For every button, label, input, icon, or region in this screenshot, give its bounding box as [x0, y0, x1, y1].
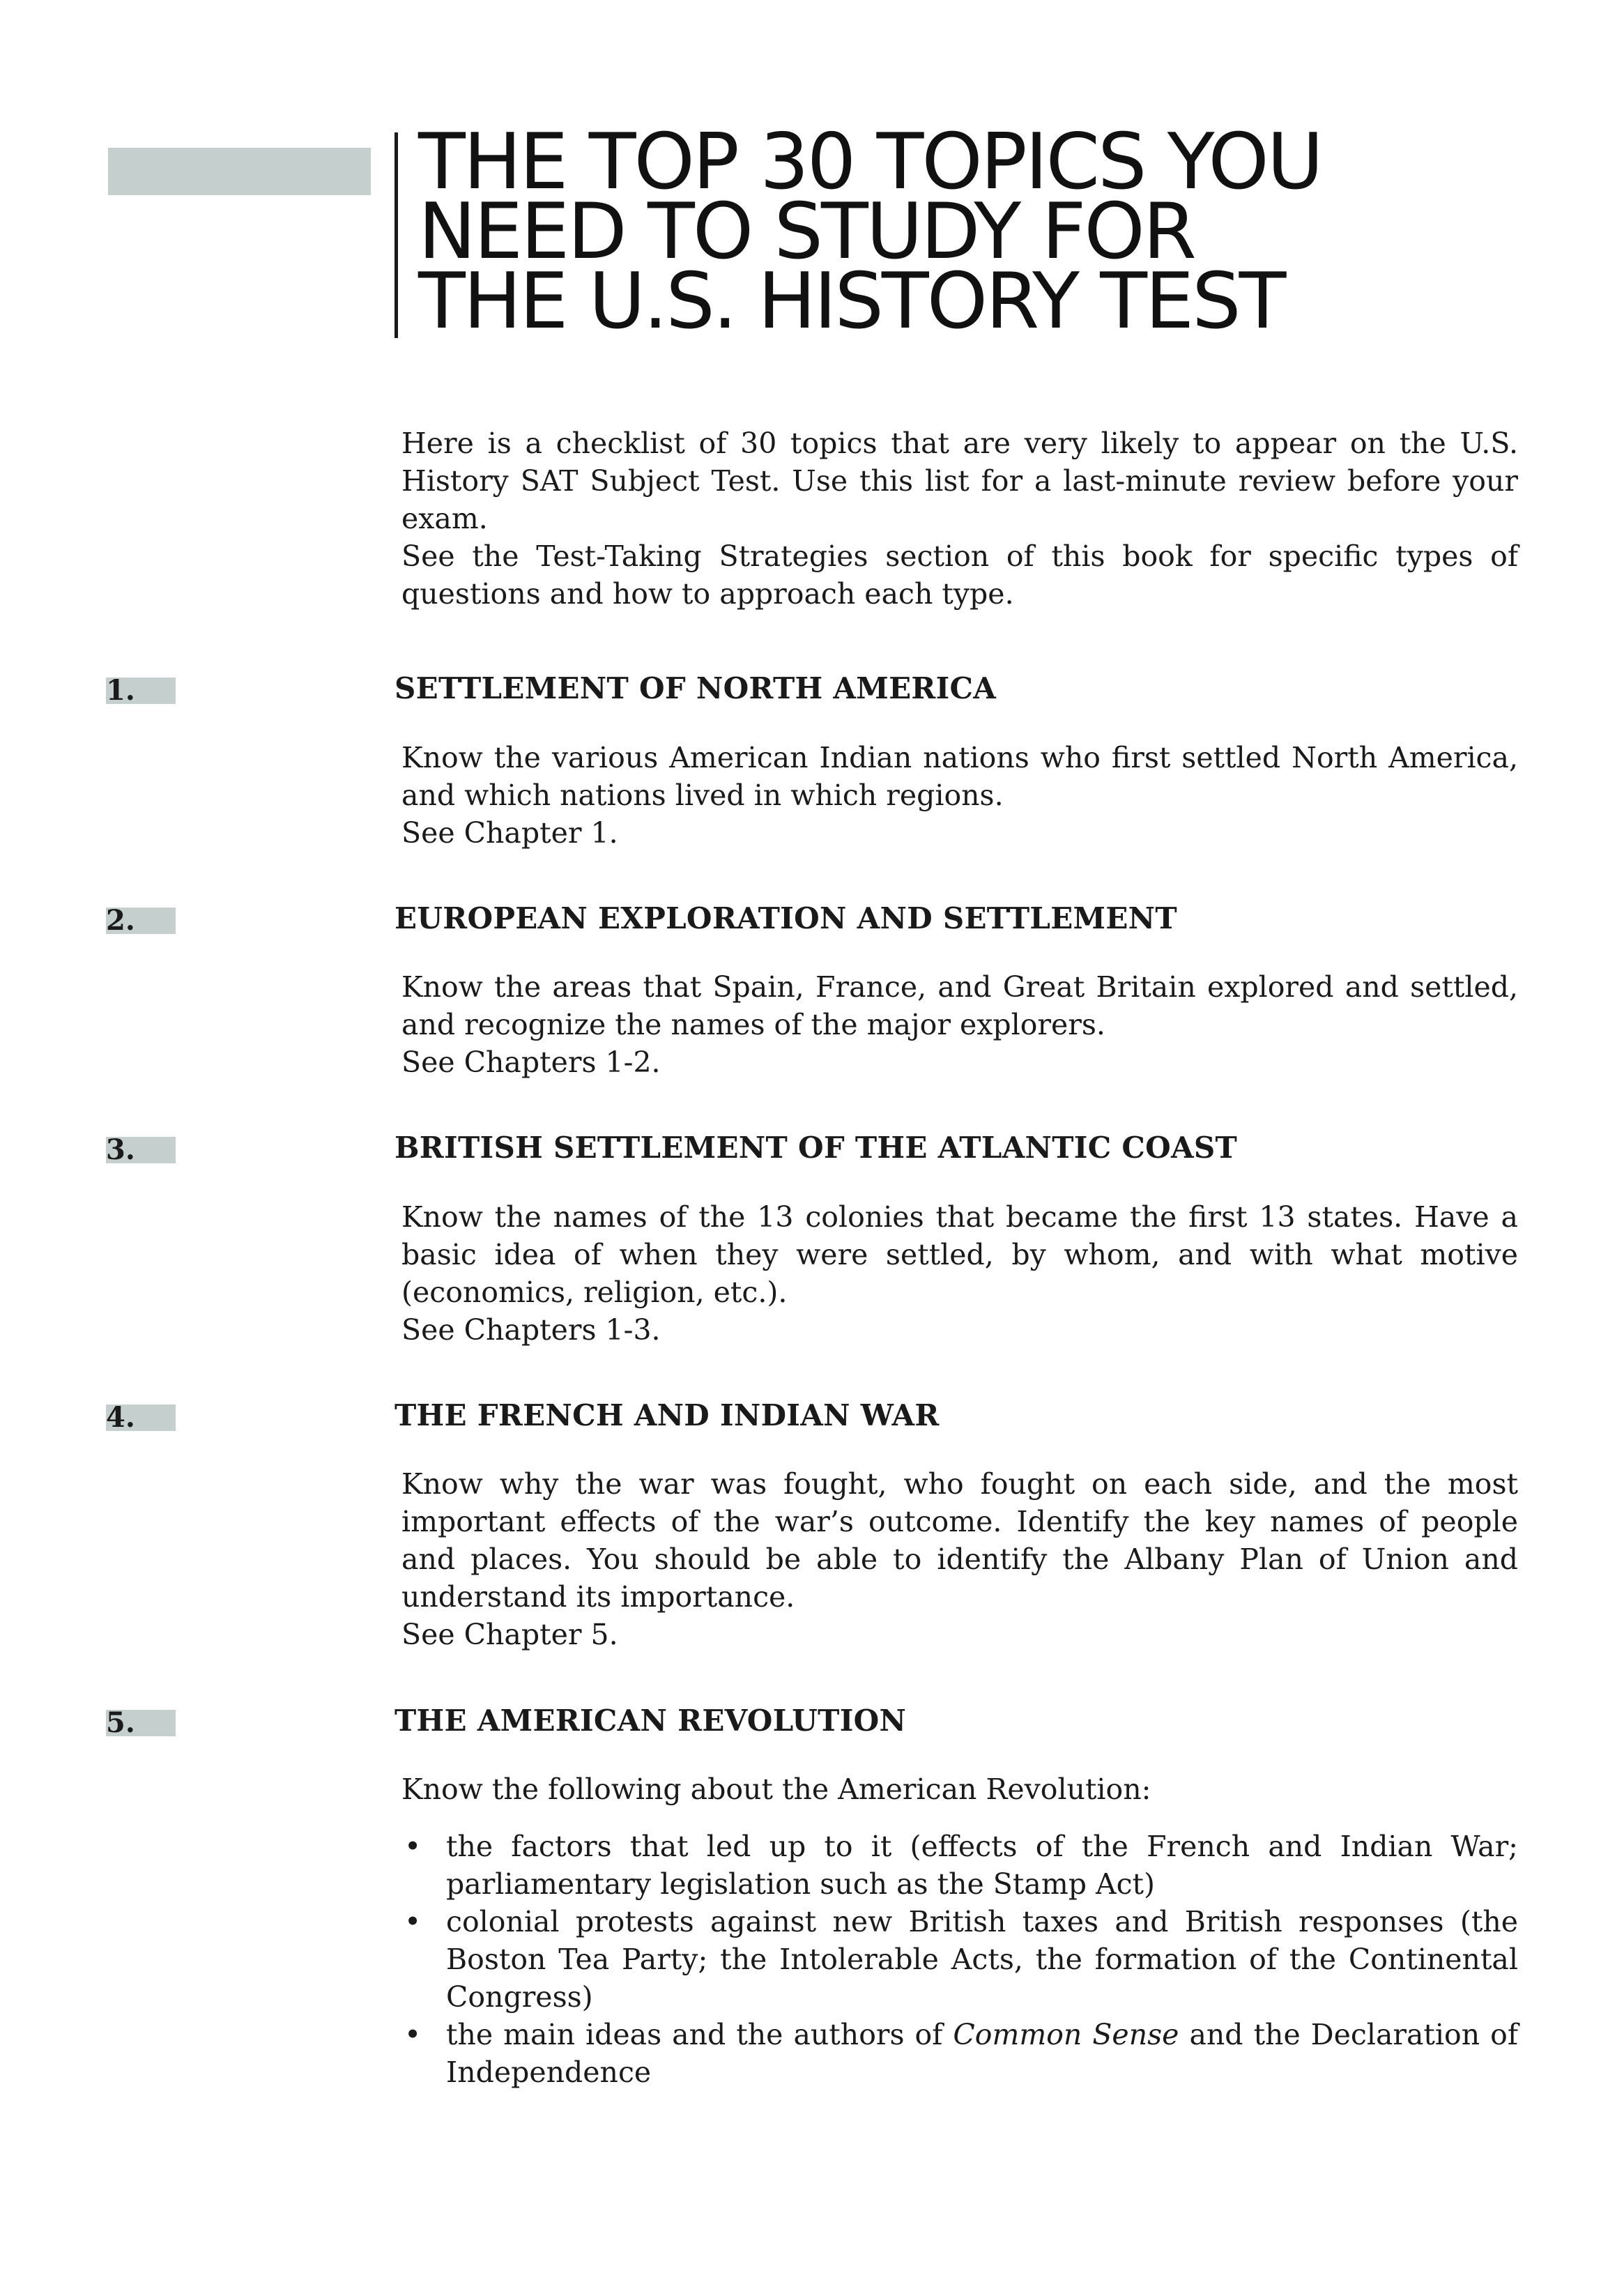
topic-number-4: 4.	[106, 1405, 176, 1431]
common-sense-title: Common Sense	[953, 2018, 1179, 2051]
bullet-icon: •	[404, 1830, 422, 1863]
list-item	[401, 1903, 1518, 2016]
topic-text-1: Know the various American Indian nations who first settled North America, and which nations lived in which regions.	[401, 741, 1518, 812]
intro-paragraph-2: See the Test-Taking Strategies section of this book for specific types of questions and how to approach each type.	[401, 539, 1518, 611]
title-divider	[394, 132, 398, 338]
topic-title-1: SETTLEMENT OF NORTH AMERICA	[394, 671, 997, 705]
title-line-1: THE TOP 30 TOPICS YOU	[418, 117, 1322, 207]
topic-number-5: 5.	[106, 1710, 176, 1736]
topic-body-1	[401, 739, 1518, 852]
title-line-3: THE U.S. HISTORY TEST	[418, 257, 1285, 346]
topic-text-3: Know the names of the 13 colonies that became the first 13 states. Have a basic idea of when they were settled, by whom, and with what motive (economics, religion, etc.).	[401, 1200, 1518, 1309]
topic-body-5	[401, 1770, 1518, 2091]
topic-title-3: BRITISH SETTLEMENT OF THE ATLANTIC COAST	[394, 1131, 1238, 1165]
bullet-text-3-after: and the Declaration of Independence	[446, 2018, 1518, 2089]
list-item	[401, 1828, 1518, 1903]
bullet-icon: •	[404, 2018, 422, 2051]
bullet-text-3-before: the main ideas and the authors of	[446, 2018, 953, 2051]
topic-text-4: Know why the war was fought, who fought on each side, and the most important effects of the war’s outcome. Identify the key names of people and places. You should be able to identify the Albany Plan of Union and understand its importance.	[401, 1467, 1518, 1614]
bullet-text-1: the factors that led up to it (effects of the French and Indian War; parliamentary legislation such as the Stamp Act)	[446, 1830, 1518, 1901]
topic-text-2: Know the areas that Spain, France, and Great Britain explored and settled, and recognize the names of the major explorers.	[401, 970, 1518, 1041]
topic-5-bullet-list	[401, 1828, 1518, 2091]
topic-see-3: See Chapters 1-3.	[401, 1313, 661, 1347]
bullet-icon: •	[404, 1905, 422, 1938]
topic-see-2: See Chapters 1-2.	[401, 1046, 661, 1079]
header-accent-bar	[108, 148, 371, 195]
topic-text-5: Know the following about the American Revolution:	[401, 1773, 1151, 1806]
topic-number-2: 2.	[106, 908, 176, 934]
topic-body-3	[401, 1198, 1518, 1349]
bullet-text-2: colonial protests against new British taxes and British responses (the Boston Tea Party; the Intolerable Acts, the formation of the Continental Congress)	[446, 1905, 1518, 2014]
page-title	[418, 117, 1322, 346]
topic-number-1: 1.	[106, 678, 176, 704]
topic-body-4	[401, 1465, 1518, 1653]
list-item	[401, 2016, 1518, 2091]
topic-title-5: THE AMERICAN REVOLUTION	[394, 1704, 907, 1738]
intro-paragraph-1: Here is a checklist of 30 topics that are very likely to appear on the U.S. History SAT Subject Test. Use this list for a last-minute review before your exam.	[401, 427, 1518, 535]
topic-title-4: THE FRENCH AND INDIAN WAR	[394, 1398, 940, 1432]
topic-number-3: 3.	[106, 1137, 176, 1163]
topic-see-4: See Chapter 5.	[401, 1618, 618, 1651]
topic-see-1: See Chapter 1.	[401, 816, 618, 850]
topic-body-2	[401, 968, 1518, 1081]
intro-section	[401, 424, 1518, 613]
title-line-2: NEED TO STUDY FOR	[418, 187, 1195, 277]
topic-title-2: EUROPEAN EXPLORATION AND SETTLEMENT	[394, 901, 1177, 935]
